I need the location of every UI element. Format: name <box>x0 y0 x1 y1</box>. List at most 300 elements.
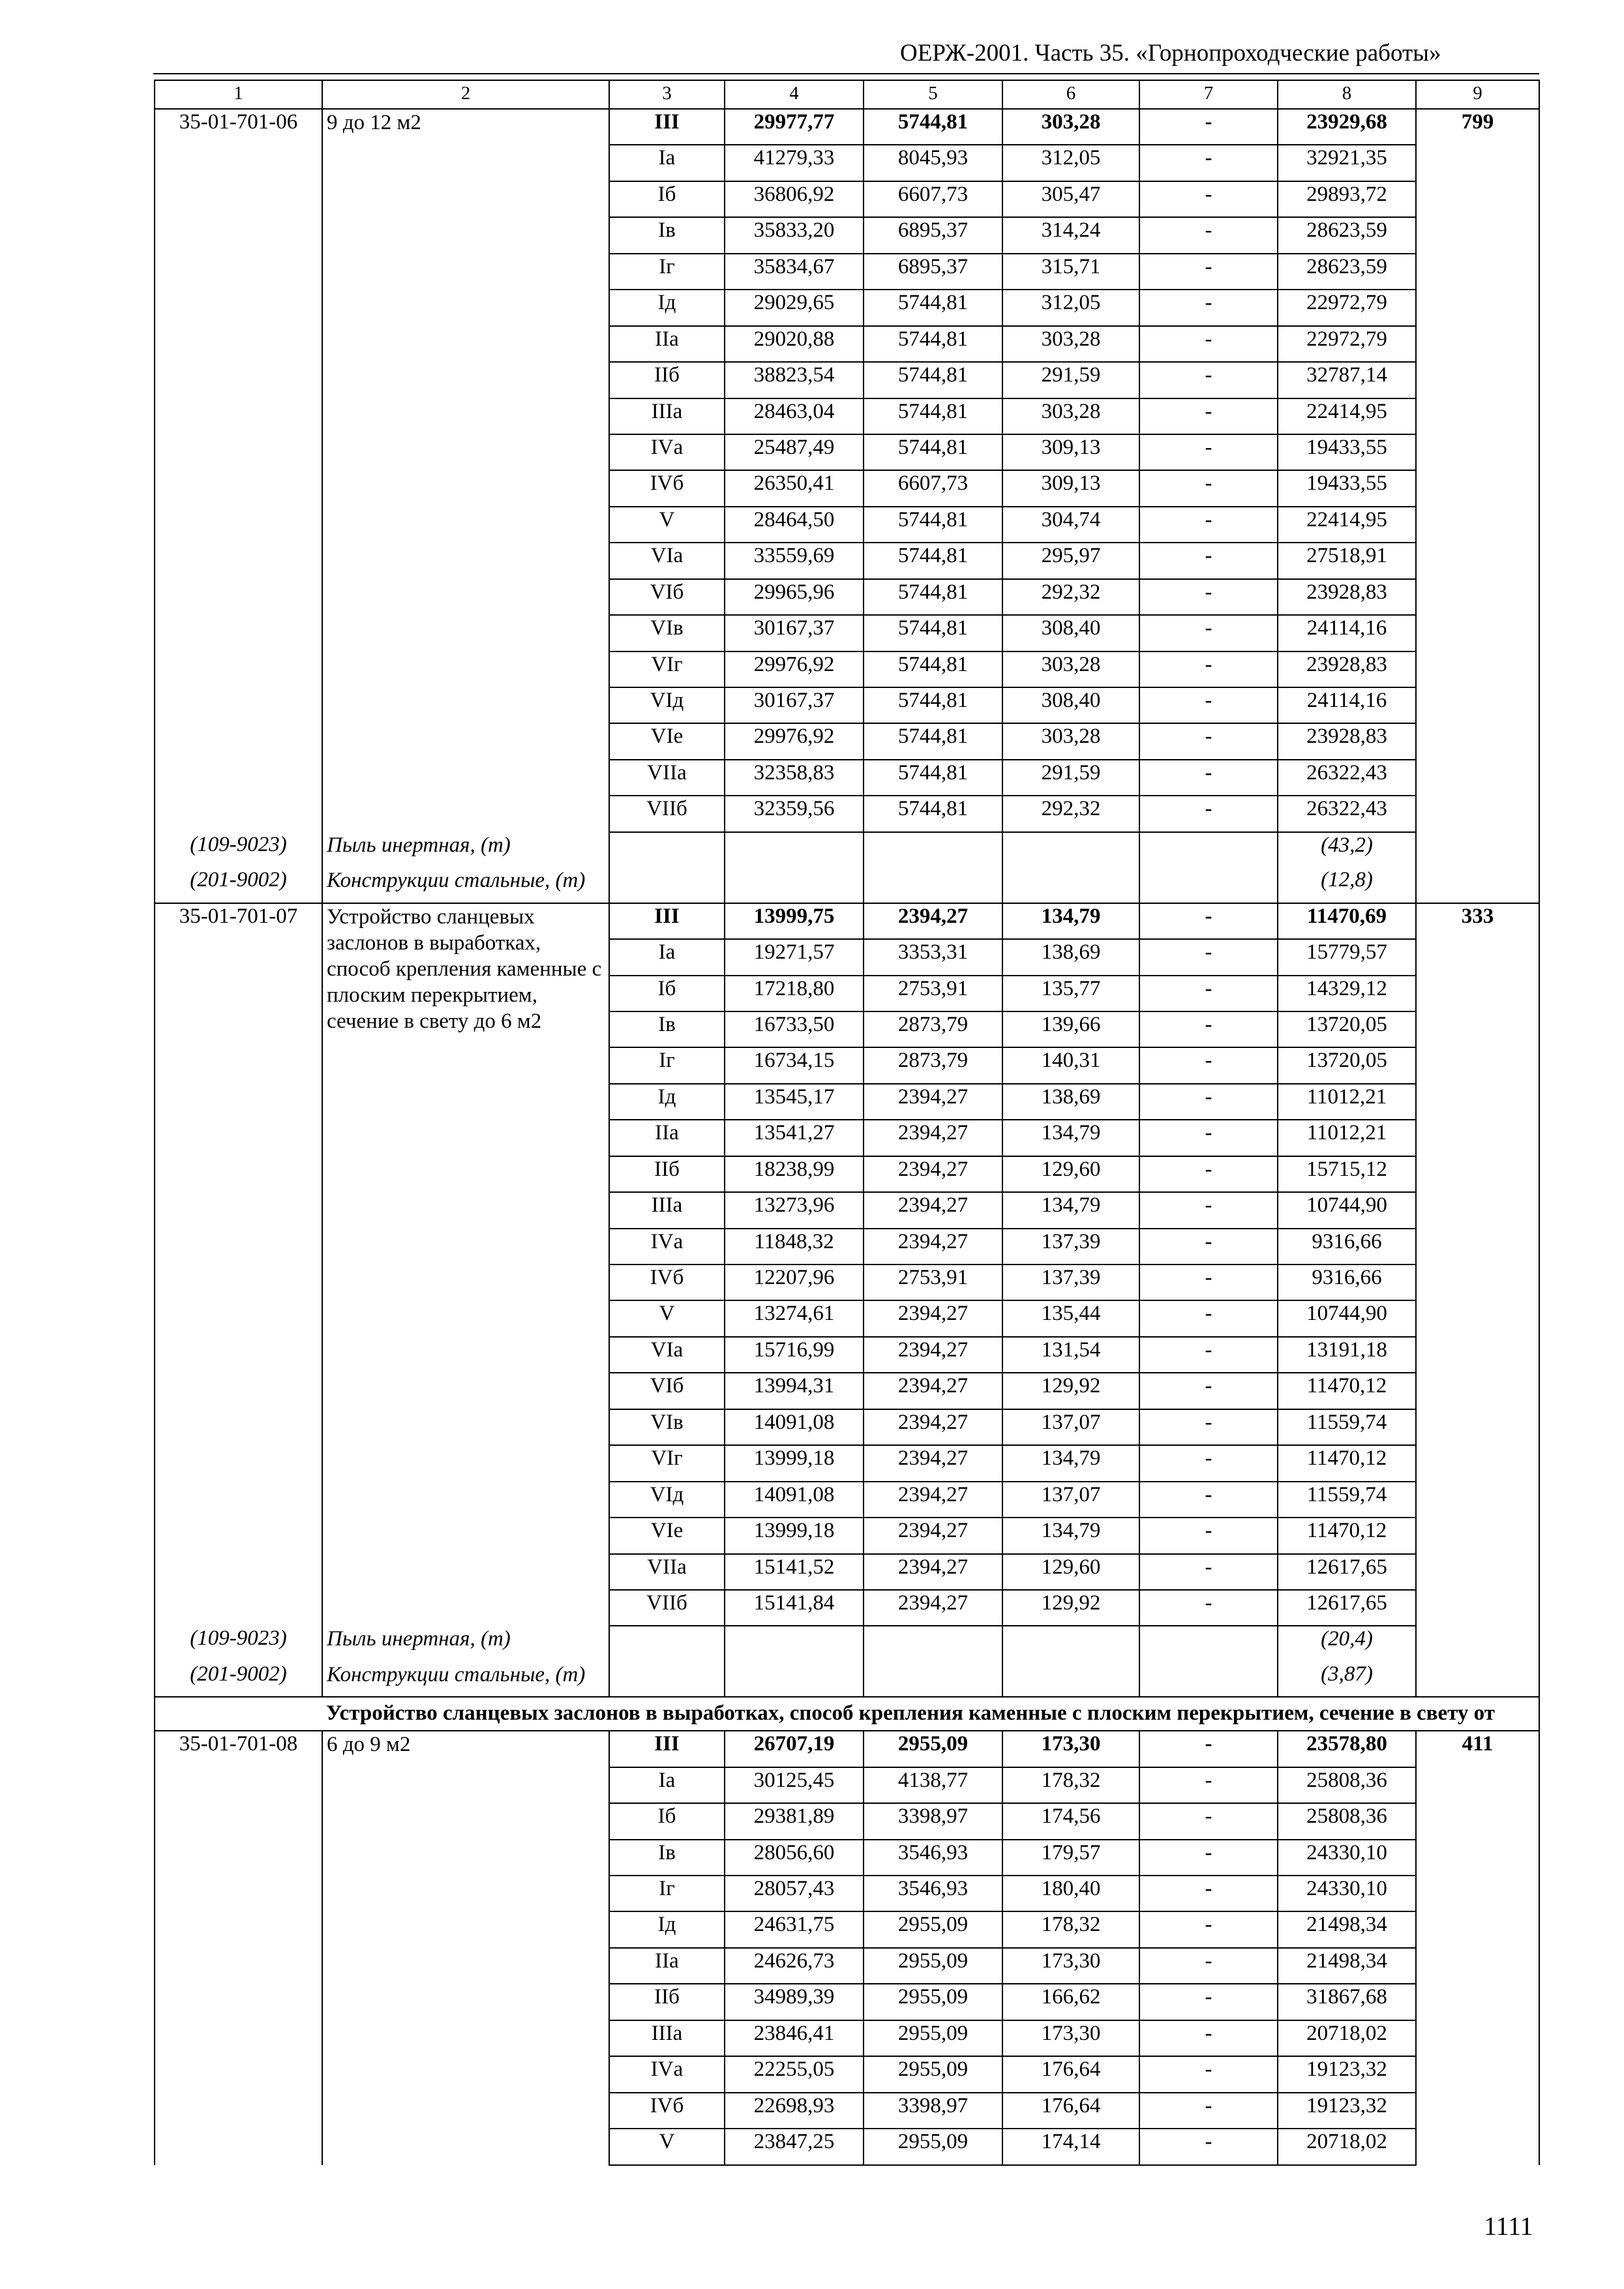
cell-col6: 134,79 <box>1002 1192 1139 1228</box>
cell-col4: 29020,88 <box>725 326 864 362</box>
cell-col8: 19123,32 <box>1278 2093 1416 2129</box>
cell-col8: 15715,12 <box>1278 1156 1416 1192</box>
cell-col3: IVа <box>609 434 725 470</box>
cell-col7: - <box>1139 145 1278 181</box>
cell-col8: 22414,95 <box>1278 398 1416 434</box>
cell-col8: 12617,65 <box>1278 1590 1416 1626</box>
rate-description: Устройство сланцевых заслонов в выработках, способ крепления каменные с плоским перекрытием, сечение в свету до 6 м2 <box>322 903 609 1626</box>
cell-col7: - <box>1139 579 1278 615</box>
material-row <box>155 832 1539 867</box>
cell-col6: 303,28 <box>1002 723 1139 759</box>
cell-col5: 2394,27 <box>864 1445 1002 1481</box>
cell-col8: 32921,35 <box>1278 145 1416 181</box>
cell-col3: Iг <box>609 254 725 290</box>
cell-col3: Iг <box>609 1047 725 1083</box>
cell-col3: VIе <box>609 1518 725 1553</box>
cell-col4: 29381,89 <box>725 1803 864 1839</box>
cell-col4: 15141,52 <box>725 1554 864 1590</box>
cell-col7: - <box>1139 903 1278 939</box>
cell-col8: 23928,83 <box>1278 579 1416 615</box>
cell-col8: 10744,90 <box>1278 1300 1416 1336</box>
cell-col3: Iб <box>609 1803 725 1839</box>
material-code: (109-9023) <box>155 832 322 867</box>
cell-col6: 308,40 <box>1002 687 1139 723</box>
cell-col6: 137,07 <box>1002 1482 1139 1518</box>
cell-col6: 291,59 <box>1002 760 1139 796</box>
cell-col4: 34989,39 <box>725 1984 864 2020</box>
cell-col7: - <box>1139 543 1278 578</box>
cell-col4: 29965,96 <box>725 579 864 615</box>
cell-col6: 292,32 <box>1002 796 1139 831</box>
cell-col8: 28623,59 <box>1278 254 1416 290</box>
cell-col7: - <box>1139 1482 1278 1518</box>
cell-col4: 19271,57 <box>725 939 864 975</box>
cell-col4: 26707,19 <box>725 1731 864 1767</box>
cell-col4: 13994,31 <box>725 1373 864 1409</box>
cell-col7: - <box>1139 1156 1278 1192</box>
cell-col4: 18238,99 <box>725 1156 864 1192</box>
cell-col4: 16733,50 <box>725 1011 864 1047</box>
cell-col6: 129,60 <box>1002 1554 1139 1590</box>
section-heading: Устройство сланцевых заслонов в выработках, способ крепления каменные с плоским перекрытием, сечение в свету от <box>322 1697 1539 1731</box>
cell-col4: 28464,50 <box>725 507 864 543</box>
cell-col6: 303,28 <box>1002 651 1139 687</box>
cell-col6: 129,92 <box>1002 1590 1139 1626</box>
cell-col3: Iв <box>609 1840 725 1876</box>
material-value: (43,2) <box>1278 832 1416 867</box>
cell-col7: - <box>1139 1948 1278 1984</box>
empty-cell <box>864 867 1002 903</box>
cell-col4: 29976,92 <box>725 723 864 759</box>
column-number: 9 <box>1416 80 1539 109</box>
cell-col7: - <box>1139 1445 1278 1481</box>
cell-col4: 35833,20 <box>725 217 864 253</box>
rate-description: 9 до 12 м2 <box>322 109 609 832</box>
cell-col3: IVб <box>609 1264 725 1300</box>
cell-col7: - <box>1139 1911 1278 1947</box>
empty-cell <box>1139 867 1278 903</box>
cell-col3: IVа <box>609 1229 725 1264</box>
cell-col5: 2955,09 <box>864 1911 1002 1947</box>
cell-col7: - <box>1139 1264 1278 1300</box>
cell-col3: IVб <box>609 470 725 506</box>
cell-col3: VIIа <box>609 1554 725 1590</box>
cell-col6: 312,05 <box>1002 290 1139 325</box>
cell-col5: 5744,81 <box>864 290 1002 325</box>
cell-col7: - <box>1139 1518 1278 1553</box>
cell-col5: 2394,27 <box>864 1337 1002 1373</box>
cell-col4: 13545,17 <box>725 1084 864 1120</box>
column-number: 1 <box>155 80 322 109</box>
empty-cell <box>725 867 864 903</box>
cell-col6: 178,32 <box>1002 1911 1139 1947</box>
material-value: (3,87) <box>1278 1662 1416 1697</box>
cell-col8: 24330,10 <box>1278 1840 1416 1876</box>
empty-cell <box>1139 1626 1278 1661</box>
rate-code: 35-01-701-06 <box>155 109 322 832</box>
cell-col6: 180,40 <box>1002 1876 1139 1911</box>
cell-col5: 2394,27 <box>864 1300 1002 1336</box>
empty-cell <box>1139 1662 1278 1697</box>
cell-col4: 13999,75 <box>725 903 864 939</box>
cell-col5: 5744,81 <box>864 651 1002 687</box>
price-table <box>154 80 1540 2166</box>
cell-col7: - <box>1139 976 1278 1011</box>
cell-col3: IVа <box>609 2056 725 2092</box>
table-body <box>155 80 1539 2165</box>
cell-col6: 178,32 <box>1002 1767 1139 1803</box>
cell-col3: VIб <box>609 1373 725 1409</box>
cell-col8: 22972,79 <box>1278 326 1416 362</box>
cell-col8: 24330,10 <box>1278 1876 1416 1911</box>
cell-col7: - <box>1139 1840 1278 1876</box>
cell-col3: VIIб <box>609 796 725 831</box>
cell-col4: 23846,41 <box>725 2020 864 2056</box>
cell-col8: 23928,83 <box>1278 723 1416 759</box>
header-rule <box>153 73 1539 74</box>
cell-col7: - <box>1139 615 1278 651</box>
cell-col8: 10744,90 <box>1278 1192 1416 1228</box>
cell-col8: 24114,16 <box>1278 615 1416 651</box>
cell-col7: - <box>1139 723 1278 759</box>
cell-col6: 137,39 <box>1002 1229 1139 1264</box>
cell-col4: 15141,84 <box>725 1590 864 1626</box>
cell-col5: 2955,09 <box>864 2020 1002 2056</box>
cell-col3: IIб <box>609 1984 725 2020</box>
cell-col3: III <box>609 1731 725 1767</box>
cell-col3: IIIа <box>609 2020 725 2056</box>
cell-col3: VIв <box>609 615 725 651</box>
cell-col6: 308,40 <box>1002 615 1139 651</box>
cell-col3: V <box>609 507 725 543</box>
cell-col8: 19123,32 <box>1278 2056 1416 2092</box>
cell-col8: 11012,21 <box>1278 1120 1416 1156</box>
cell-col6: 305,47 <box>1002 181 1139 217</box>
cell-col5: 5744,81 <box>864 109 1002 145</box>
cell-col6: 135,44 <box>1002 1300 1139 1336</box>
cell-col8: 26322,43 <box>1278 796 1416 831</box>
cell-col6: 134,79 <box>1002 1120 1139 1156</box>
cell-col6: 129,92 <box>1002 1373 1139 1409</box>
cell-col8: 24114,16 <box>1278 687 1416 723</box>
cell-col6: 138,69 <box>1002 1084 1139 1120</box>
cell-col3: Iа <box>609 145 725 181</box>
cell-col6: 292,32 <box>1002 579 1139 615</box>
cell-col8: 23578,80 <box>1278 1731 1416 1767</box>
cell-col3: IIа <box>609 326 725 362</box>
cell-col4: 24626,73 <box>725 1948 864 1984</box>
cell-col8: 9316,66 <box>1278 1264 1416 1300</box>
cell-col7: - <box>1139 1590 1278 1626</box>
cell-col8: 26322,43 <box>1278 760 1416 796</box>
cell-col8: 11470,12 <box>1278 1445 1416 1481</box>
cell-col5: 2873,79 <box>864 1047 1002 1083</box>
column-number: 3 <box>609 80 725 109</box>
rate-description: 6 до 9 м2 <box>322 1731 609 2164</box>
cell-col4: 15716,99 <box>725 1337 864 1373</box>
cell-col4: 28056,60 <box>725 1840 864 1876</box>
labor-value: 799 <box>1416 109 1539 903</box>
cell-col5: 5744,81 <box>864 723 1002 759</box>
cell-col5: 5744,81 <box>864 579 1002 615</box>
cell-col7: - <box>1139 1192 1278 1228</box>
cell-col5: 5744,81 <box>864 760 1002 796</box>
cell-col6: 134,79 <box>1002 1445 1139 1481</box>
column-number: 5 <box>864 80 1002 109</box>
cell-col3: VIг <box>609 651 725 687</box>
empty-cell <box>609 867 725 903</box>
cell-col6: 303,28 <box>1002 398 1139 434</box>
cell-col8: 25808,36 <box>1278 1803 1416 1839</box>
cell-col6: 140,31 <box>1002 1047 1139 1083</box>
cell-col8: 23929,68 <box>1278 109 1416 145</box>
cell-col7: - <box>1139 109 1278 145</box>
cell-col5: 2955,09 <box>864 2129 1002 2164</box>
empty-cell <box>609 1662 725 1697</box>
material-code: (109-9023) <box>155 1626 322 1661</box>
cell-col5: 5744,81 <box>864 615 1002 651</box>
cell-col4: 26350,41 <box>725 470 864 506</box>
cell-col6: 173,30 <box>1002 2020 1139 2056</box>
cell-col7: - <box>1139 1554 1278 1590</box>
cell-col4: 28057,43 <box>725 1876 864 1911</box>
cell-col6: 304,74 <box>1002 507 1139 543</box>
cell-col7: - <box>1139 2020 1278 2056</box>
cell-col6: 138,69 <box>1002 939 1139 975</box>
cell-col5: 2873,79 <box>864 1011 1002 1047</box>
labor-value: 333 <box>1416 903 1539 1698</box>
table-row <box>155 109 1539 145</box>
cell-col7: - <box>1139 2129 1278 2164</box>
cell-col5: 2753,91 <box>864 1264 1002 1300</box>
cell-col5: 3398,97 <box>864 1803 1002 1839</box>
material-row <box>155 1662 1539 1697</box>
cell-col7: - <box>1139 760 1278 796</box>
cell-col3: Iб <box>609 976 725 1011</box>
cell-col7: - <box>1139 1047 1278 1083</box>
cell-col3: VIIа <box>609 760 725 796</box>
empty-cell <box>725 1626 864 1661</box>
cell-col5: 2394,27 <box>864 1482 1002 1518</box>
cell-col3: VIа <box>609 543 725 578</box>
column-number: 7 <box>1139 80 1278 109</box>
cell-col7: - <box>1139 1011 1278 1047</box>
cell-col3: III <box>609 903 725 939</box>
material-row <box>155 1626 1539 1661</box>
cell-col5: 3398,97 <box>864 2093 1002 2129</box>
cell-col7: - <box>1139 181 1278 217</box>
cell-col6: 303,28 <box>1002 109 1139 145</box>
cell-col4: 13999,18 <box>725 1518 864 1553</box>
cell-col5: 2394,27 <box>864 1409 1002 1445</box>
cell-col3: VIд <box>609 1482 725 1518</box>
cell-col4: 30125,45 <box>725 1767 864 1803</box>
cell-col7: - <box>1139 1731 1278 1767</box>
cell-col7: - <box>1139 434 1278 470</box>
cell-col3: IIIа <box>609 398 725 434</box>
cell-col3: IVб <box>609 2093 725 2129</box>
cell-col6: 166,62 <box>1002 1984 1139 2020</box>
cell-col8: 31867,68 <box>1278 1984 1416 2020</box>
cell-col3: Iв <box>609 1011 725 1047</box>
column-number: 8 <box>1278 80 1416 109</box>
cell-col3: V <box>609 1300 725 1336</box>
cell-col8: 13191,18 <box>1278 1337 1416 1373</box>
cell-col8: 28623,59 <box>1278 217 1416 253</box>
cell-col7: - <box>1139 651 1278 687</box>
cell-col4: 41279,33 <box>725 145 864 181</box>
cell-col5: 6895,37 <box>864 217 1002 253</box>
cell-col5: 2394,27 <box>864 1120 1002 1156</box>
cell-col3: Iа <box>609 939 725 975</box>
cell-col3: Iд <box>609 1911 725 1947</box>
cell-col3: VIг <box>609 1445 725 1481</box>
cell-col5: 2955,09 <box>864 2056 1002 2092</box>
cell-col3: IIа <box>609 1120 725 1156</box>
cell-col8: 25808,36 <box>1278 1767 1416 1803</box>
rate-code: 35-01-701-08 <box>155 1731 322 2164</box>
cell-col5: 2394,27 <box>864 1373 1002 1409</box>
cell-col7: - <box>1139 470 1278 506</box>
cell-col3: V <box>609 2129 725 2164</box>
cell-col3: VIв <box>609 1409 725 1445</box>
cell-col6: 309,13 <box>1002 470 1139 506</box>
cell-col6: 176,64 <box>1002 2056 1139 2092</box>
empty-cell <box>609 832 725 867</box>
labor-value: 411 <box>1416 1731 1539 2164</box>
cell-col6: 134,79 <box>1002 1518 1139 1553</box>
empty-cell <box>609 1626 725 1661</box>
cell-col4: 13273,96 <box>725 1192 864 1228</box>
cell-col3: IIа <box>609 1948 725 1984</box>
cell-col5: 2394,27 <box>864 1084 1002 1120</box>
empty-cell <box>864 832 1002 867</box>
cell-col8: 29893,72 <box>1278 181 1416 217</box>
cell-col3: Iд <box>609 290 725 325</box>
cell-col7: - <box>1139 290 1278 325</box>
cell-col3: III <box>609 109 725 145</box>
cell-col5: 2955,09 <box>864 1731 1002 1767</box>
material-code: (201-9002) <box>155 1662 322 1697</box>
cell-col7: - <box>1139 1984 1278 2020</box>
cell-col7: - <box>1139 1373 1278 1409</box>
rate-code: 35-01-701-07 <box>155 903 322 1626</box>
cell-col4: 23847,25 <box>725 2129 864 2164</box>
cell-col6: 174,14 <box>1002 2129 1139 2164</box>
cell-col4: 22255,05 <box>725 2056 864 2092</box>
cell-col4: 11848,32 <box>725 1229 864 1264</box>
section-heading-spacer <box>155 1697 322 1731</box>
cell-col5: 5744,81 <box>864 362 1002 398</box>
cell-col7: - <box>1139 1337 1278 1373</box>
cell-col7: - <box>1139 687 1278 723</box>
cell-col6: 303,28 <box>1002 326 1139 362</box>
cell-col8: 23928,83 <box>1278 651 1416 687</box>
cell-col7: - <box>1139 398 1278 434</box>
cell-col7: - <box>1139 2093 1278 2129</box>
cell-col7: - <box>1139 254 1278 290</box>
cell-col6: 312,05 <box>1002 145 1139 181</box>
cell-col7: - <box>1139 1876 1278 1911</box>
cell-col8: 9316,66 <box>1278 1229 1416 1264</box>
material-name: Конструкции стальные, (т) <box>322 867 609 903</box>
cell-col3: VIд <box>609 687 725 723</box>
page-number: 1111 <box>1484 2211 1533 2241</box>
cell-col6: 295,97 <box>1002 543 1139 578</box>
cell-col8: 11470,69 <box>1278 903 1416 939</box>
cell-col8: 19433,55 <box>1278 470 1416 506</box>
cell-col4: 32359,56 <box>725 796 864 831</box>
cell-col4: 13274,61 <box>725 1300 864 1336</box>
cell-col5: 2394,27 <box>864 1229 1002 1264</box>
empty-cell <box>1139 832 1278 867</box>
cell-col5: 2394,27 <box>864 1590 1002 1626</box>
empty-cell <box>1002 1662 1139 1697</box>
cell-col3: VIа <box>609 1337 725 1373</box>
cell-col5: 5744,81 <box>864 687 1002 723</box>
cell-col3: Iд <box>609 1084 725 1120</box>
cell-col8: 27518,91 <box>1278 543 1416 578</box>
column-number: 2 <box>322 80 609 109</box>
cell-col4: 38823,54 <box>725 362 864 398</box>
cell-col6: 179,57 <box>1002 1840 1139 1876</box>
cell-col6: 137,07 <box>1002 1409 1139 1445</box>
cell-col6: 137,39 <box>1002 1264 1139 1300</box>
cell-col4: 12207,96 <box>725 1264 864 1300</box>
material-name: Конструкции стальные, (т) <box>322 1662 609 1697</box>
cell-col7: - <box>1139 1409 1278 1445</box>
cell-col4: 13541,27 <box>725 1120 864 1156</box>
material-value: (20,4) <box>1278 1626 1416 1661</box>
cell-col5: 2394,27 <box>864 1554 1002 1590</box>
cell-col4: 33559,69 <box>725 543 864 578</box>
cell-col5: 2753,91 <box>864 976 1002 1011</box>
cell-col5: 5744,81 <box>864 543 1002 578</box>
cell-col4: 29976,92 <box>725 651 864 687</box>
cell-col6: 174,56 <box>1002 1803 1139 1839</box>
material-name: Пыль инертная, (т) <box>322 832 609 867</box>
cell-col8: 21498,34 <box>1278 1948 1416 1984</box>
cell-col5: 3546,93 <box>864 1840 1002 1876</box>
cell-col4: 17218,80 <box>725 976 864 1011</box>
cell-col7: - <box>1139 939 1278 975</box>
table-row <box>155 1731 1539 1767</box>
cell-col5: 5744,81 <box>864 434 1002 470</box>
cell-col8: 11012,21 <box>1278 1084 1416 1120</box>
cell-col8: 13720,05 <box>1278 1011 1416 1047</box>
cell-col7: - <box>1139 1767 1278 1803</box>
cell-col7: - <box>1139 2056 1278 2092</box>
cell-col8: 13720,05 <box>1278 1047 1416 1083</box>
cell-col3: VIIб <box>609 1590 725 1626</box>
cell-col5: 5744,81 <box>864 796 1002 831</box>
cell-col8: 32787,14 <box>1278 362 1416 398</box>
cell-col3: IIб <box>609 362 725 398</box>
empty-cell <box>725 1662 864 1697</box>
cell-col4: 14091,08 <box>725 1409 864 1445</box>
cell-col3: IIIа <box>609 1192 725 1228</box>
material-row <box>155 867 1539 903</box>
column-number: 6 <box>1002 80 1139 109</box>
section-heading-row <box>155 1697 1539 1731</box>
cell-col7: - <box>1139 1120 1278 1156</box>
cell-col4: 16734,15 <box>725 1047 864 1083</box>
cell-col6: 291,59 <box>1002 362 1139 398</box>
cell-col5: 4138,77 <box>864 1767 1002 1803</box>
cell-col4: 29977,77 <box>725 109 864 145</box>
cell-col6: 314,24 <box>1002 217 1139 253</box>
cell-col5: 5744,81 <box>864 398 1002 434</box>
